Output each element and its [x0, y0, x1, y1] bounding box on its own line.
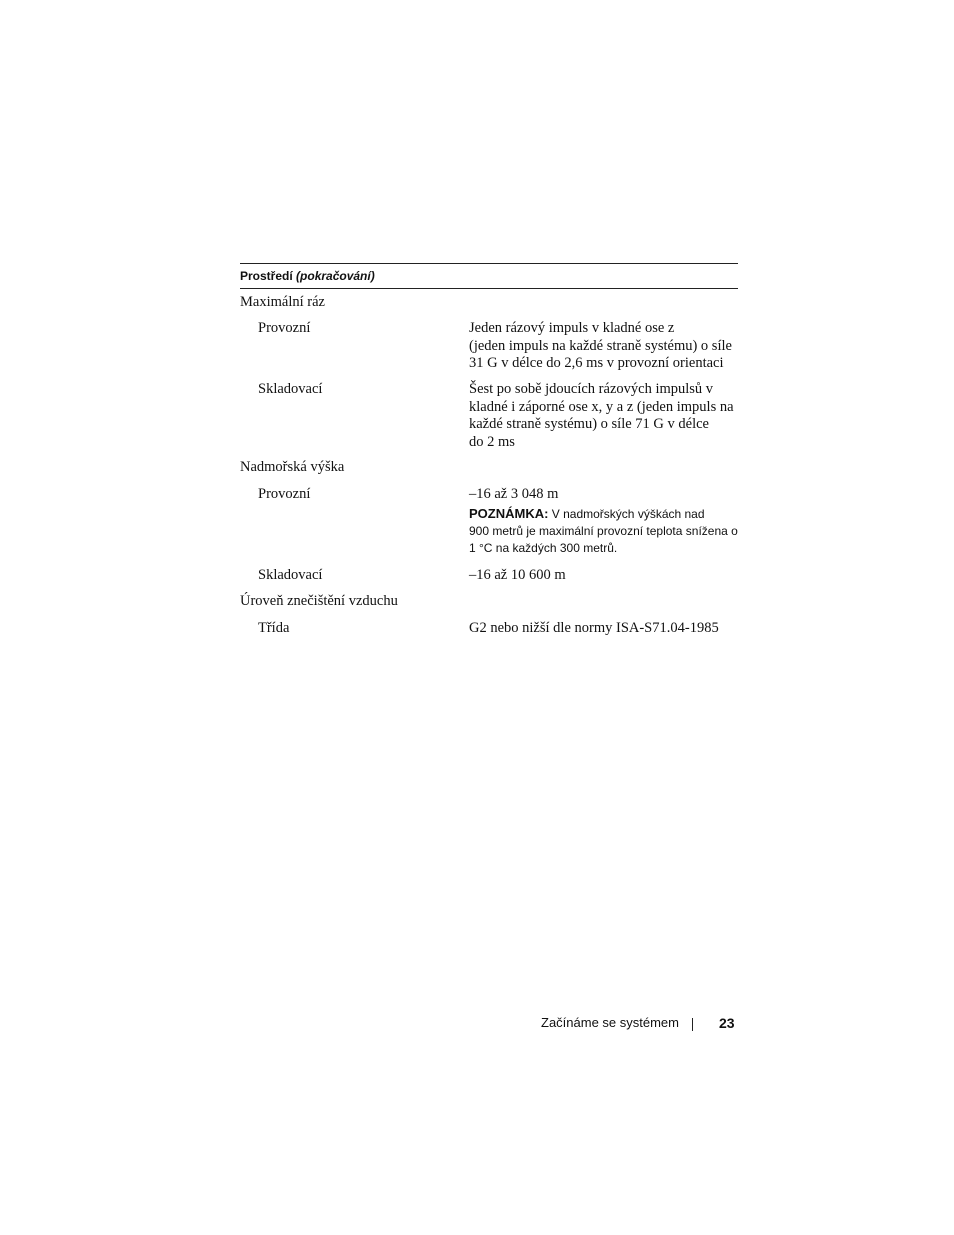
row-label-storage-altitude: Skladovací [258, 567, 323, 583]
row-label-class: Třída [258, 620, 290, 636]
row-label-operating-shock: Provozní [258, 320, 311, 336]
altitude-note [469, 505, 739, 557]
table-header [240, 263, 738, 289]
note-line: V nadmořských výškách nad [551, 507, 705, 521]
row-label-operating-altitude: Provozní [258, 486, 311, 502]
row-value-operating-altitude [469, 486, 739, 504]
footer-section-title: Začínáme se systémem [541, 1015, 679, 1030]
value-line: 31 G v délce do 2,6 ms v provozní orientaci [469, 355, 724, 371]
value-line: –16 až 3 048 m [469, 486, 559, 502]
value-line: (jeden impuls na každé straně systému) o síle [469, 337, 732, 354]
spec-table [240, 263, 738, 289]
row-value-storage-shock [469, 381, 739, 451]
value-line: G2 nebo nižší dle normy ISA-S71.04-1985 [469, 620, 719, 636]
note-line: 1 °C na každých 300 metrů. [469, 541, 618, 555]
group-label-air-contamination: Úroveň znečištění vzduchu [240, 593, 398, 609]
value-line: Šest po sobě jdoucích rázových impulsů v [469, 381, 714, 397]
value-line: Jeden rázový impuls v kladné ose z [469, 320, 675, 336]
value-line: každé straně systému) o síle 71 G v délce [469, 416, 709, 432]
row-value-class [469, 620, 739, 638]
group-label-max-shock: Maximální ráz [240, 294, 325, 310]
footer-separator [692, 1018, 693, 1031]
note-line: 900 metrů je maximální provozní teplota snížena o [469, 524, 738, 538]
page-number: 23 [719, 1015, 735, 1031]
value-line: –16 až 10 600 m [469, 567, 566, 583]
table-header-continued: (pokračování) [296, 269, 375, 283]
value-line: kladné i záporné ose x, y a z (jeden impuls na [469, 398, 734, 415]
table-header-title: Prostředí [240, 269, 293, 283]
row-label-storage-shock: Skladovací [258, 381, 323, 397]
value-line: do 2 ms [469, 433, 515, 450]
row-value-operating-shock [469, 320, 739, 373]
group-label-altitude: Nadmořská výška [240, 459, 345, 475]
note-label: POZNÁMKA: [469, 506, 549, 521]
row-value-storage-altitude [469, 567, 739, 585]
